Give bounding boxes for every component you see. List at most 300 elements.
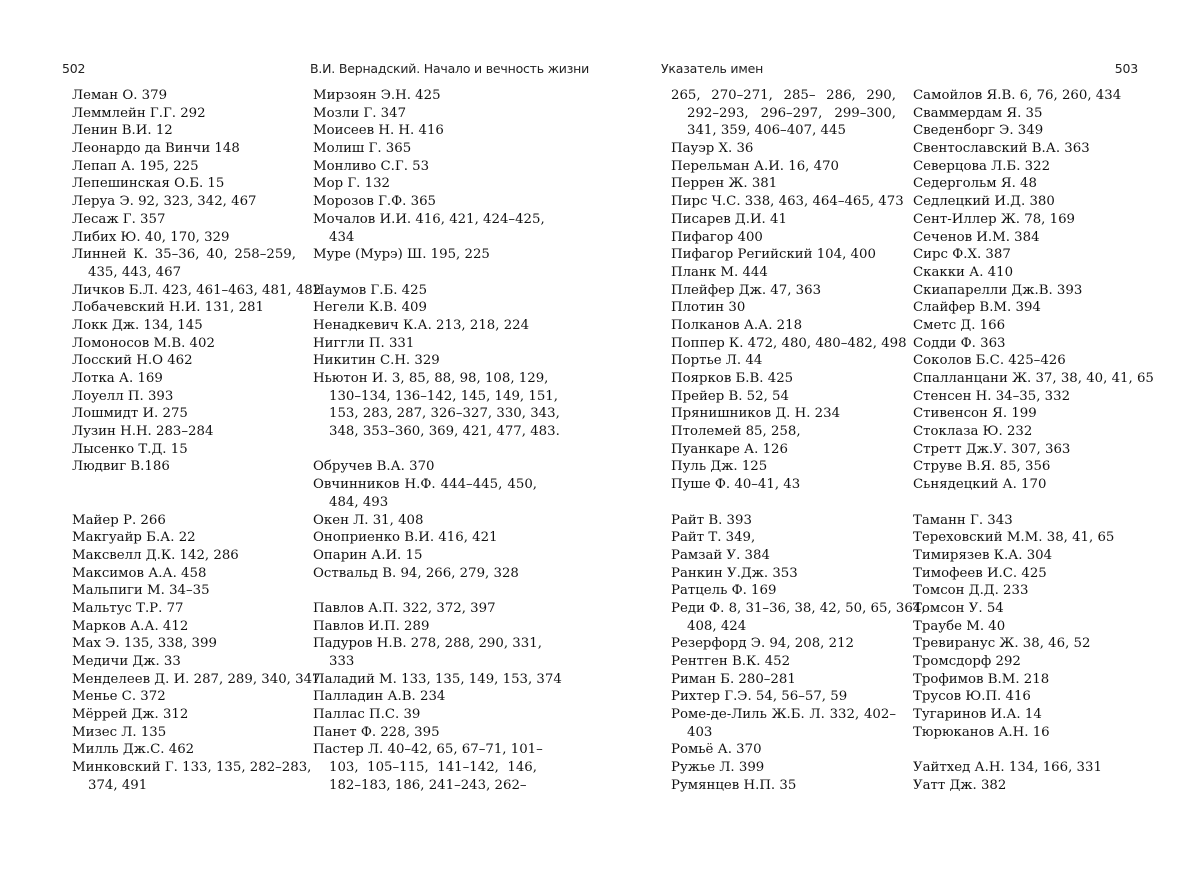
- index-entry-line: Риман Б. 280–281: [671, 671, 796, 687]
- index-entry-continuation: 292–293, 296–297, 299–300,: [687, 105, 896, 121]
- index-entry: [72, 140, 296, 158]
- index-entry-line: Медичи Дж. 33: [72, 654, 181, 669]
- index-entry: [671, 140, 896, 158]
- index-entry-line: Обручев В.А. 370: [313, 459, 435, 475]
- letter-group-spacer: [313, 582, 537, 600]
- index-entry-line: Уайтхед А.Н. 134, 166, 331: [913, 760, 1102, 776]
- index-entry-line: Лузин Н.Н. 283–284: [72, 424, 214, 440]
- index-column-right-2: [913, 87, 1154, 795]
- letter-group-spacer: [72, 476, 296, 494]
- index-entry: [313, 246, 537, 264]
- index-entry-line: Томсон У. 54: [913, 600, 1004, 616]
- index-entry-continuation: 103, 105–115, 141–142, 146,: [329, 760, 537, 776]
- index-entry: [72, 405, 296, 423]
- index-entry: [72, 299, 296, 317]
- index-entry: [671, 405, 896, 423]
- index-entry: [313, 105, 537, 123]
- index-entry: [313, 175, 537, 193]
- index-entry: [72, 193, 296, 211]
- index-entry: [72, 688, 296, 706]
- index-entry-line: Стретт Дж.У. 307, 363: [913, 441, 1071, 457]
- index-entry-line: Райт В. 393: [671, 512, 752, 528]
- index-entry: [913, 547, 1138, 565]
- index-entry-line: Паладий М. 133, 135, 149, 153, 374: [313, 671, 562, 687]
- index-entry-line: Пуше Ф. 40–41, 43: [671, 477, 801, 493]
- index-entry-line: Пастер Л. 40–42, 65, 67–71, 101–: [313, 742, 543, 758]
- index-entry: [72, 122, 296, 140]
- index-entry-line: Опарин А.И. 15: [313, 547, 423, 563]
- index-entry-line: Румянцев Н.П. 35: [671, 777, 797, 793]
- index-entry: [313, 87, 537, 105]
- index-entry-line: Лесаж Г. 357: [72, 211, 166, 227]
- index-entry-line: Лотка А. 169: [72, 371, 163, 386]
- index-entry: [313, 193, 537, 211]
- index-entry: [671, 777, 896, 795]
- index-entry-line: Портье Л. 44: [671, 353, 763, 369]
- index-entry: [671, 299, 896, 317]
- index-entry-line: Таманн Г. 343: [913, 512, 1013, 528]
- index-entry: [671, 653, 896, 671]
- index-entry: [913, 653, 1138, 671]
- index-entry: [913, 122, 1138, 140]
- index-entry-line: Сьнядецкий А. 170: [913, 477, 1047, 493]
- index-entry-line: Павлов А.П. 322, 372, 397: [313, 600, 496, 616]
- index-entry: [913, 352, 1138, 370]
- index-entry-line: Соколов Б.С. 425–426: [913, 353, 1066, 369]
- index-entry: [313, 335, 537, 353]
- index-entry-line: Ломоносов М.В. 402: [72, 335, 215, 351]
- index-entry: [913, 671, 1138, 689]
- index-entry: [313, 122, 537, 140]
- index-entry-line: Паллас П.С. 39: [313, 707, 421, 723]
- index-entry-line: Лобачевский Н.И. 131, 281: [72, 300, 264, 316]
- index-entry: [671, 158, 896, 176]
- index-entry: [913, 193, 1138, 211]
- index-entry-line: Тугаринов И.А. 14: [913, 707, 1042, 723]
- index-entry-line: Сент-Иллер Ж. 78, 169: [913, 211, 1075, 227]
- index-entry: [913, 600, 1138, 618]
- index-entry: [72, 388, 296, 406]
- index-entry-line: Спалланцани Ж. 37, 38, 40, 41, 65: [913, 371, 1154, 386]
- index-entry-line: Седергольм Я. 48: [913, 176, 1037, 192]
- index-entry: [313, 158, 537, 176]
- index-entry-line: Менье С. 372: [72, 689, 166, 705]
- index-entry-line: Мальпиги М. 34–35: [72, 583, 210, 599]
- index-entry-line: Траубе М. 40: [913, 618, 1006, 634]
- index-entry: [671, 317, 896, 335]
- index-entry-line: Мёррей Дж. 312: [72, 707, 189, 723]
- index-entry-line: Лепап А. 195, 225: [72, 158, 199, 174]
- index-entry-line: Пуанкаре А. 126: [671, 441, 788, 457]
- index-entry: [72, 600, 296, 618]
- index-entry-line: Лоуелл П. 393: [72, 388, 174, 404]
- index-entry: [671, 211, 896, 229]
- index-entry: [313, 600, 537, 618]
- index-entry-line: Либих Ю. 40, 170, 329: [72, 229, 230, 245]
- index-entry-line: Милль Дж.С. 462: [72, 742, 195, 758]
- index-entry-line: Северцова Л.Б. 322: [913, 158, 1051, 174]
- index-entry: [913, 388, 1138, 406]
- index-entry: [913, 370, 1154, 388]
- index-entry: [913, 441, 1138, 459]
- index-entry: [913, 688, 1138, 706]
- index-entry: [72, 582, 296, 600]
- index-entry-line: Локк Дж. 134, 145: [72, 317, 203, 333]
- index-entry: [313, 512, 537, 530]
- index-entry-line: Пифагор 400: [671, 229, 763, 245]
- index-entry: [913, 211, 1138, 229]
- index-entry-line: Рамзай У. 384: [671, 547, 770, 563]
- index-entry: [913, 317, 1138, 335]
- index-entry: [72, 547, 296, 565]
- index-entry: [72, 105, 296, 123]
- index-entry-line: Макгуайр Б.А. 22: [72, 530, 196, 546]
- index-entry: [671, 87, 896, 140]
- index-entry-line: Ружье Л. 399: [671, 760, 765, 776]
- index-entry: [72, 618, 296, 636]
- index-entry: [313, 282, 537, 300]
- right-running-head: Указатель имен: [661, 61, 764, 76]
- index-entry-line: Реди Ф. 8, 31–36, 38, 42, 50, 65, 364,: [671, 600, 926, 616]
- index-entry: [671, 370, 896, 388]
- index-entry-line: Тимирязев К.А. 304: [913, 547, 1053, 563]
- index-entry: [671, 635, 896, 653]
- index-entry-line: Пифагор Регийский 104, 400: [671, 247, 876, 263]
- index-entry: [72, 352, 296, 370]
- index-entry-line: Слайфер В.М. 394: [913, 300, 1041, 316]
- index-entry-line: Мочалов И.И. 416, 421, 424–425,: [313, 211, 545, 227]
- index-entry-line: Скиапарелли Дж.В. 393: [913, 282, 1083, 298]
- index-entry: [671, 600, 926, 635]
- letter-group-spacer: [72, 494, 296, 512]
- index-entry: [913, 175, 1138, 193]
- index-entry: [671, 246, 896, 264]
- index-entry-line: Майер Р. 266: [72, 512, 166, 528]
- index-entry-line: Морозов Г.Ф. 365: [313, 194, 437, 210]
- index-entry: [313, 458, 537, 476]
- index-entry: [72, 158, 296, 176]
- index-entry-line: Ленин В.И. 12: [72, 123, 173, 139]
- index-entry-line: Максимов А.А. 458: [72, 565, 207, 581]
- index-entry: [313, 741, 543, 794]
- index-entry: [72, 724, 296, 742]
- index-entry: [671, 441, 896, 459]
- index-entry-line: Оствальд В. 94, 266, 279, 328: [313, 565, 519, 581]
- index-entry: [72, 529, 296, 547]
- index-entry: [913, 777, 1138, 795]
- index-entry-line: Рентген В.К. 452: [671, 654, 791, 669]
- index-entry: [671, 706, 896, 741]
- index-entry-line: Птолемей 85, 258,: [671, 424, 801, 440]
- index-entry-continuation: 374, 491: [88, 777, 148, 793]
- index-entry: [671, 565, 896, 583]
- index-entry-line: Панет Ф. 228, 395: [313, 724, 440, 740]
- index-entry-line: Тревиранус Ж. 38, 46, 52: [913, 636, 1091, 652]
- index-entry-continuation: 484, 493: [329, 494, 389, 510]
- index-entry-line: Резерфорд Э. 94, 208, 212: [671, 636, 855, 652]
- index-entry: [913, 158, 1138, 176]
- index-entry-line: Мах Э. 135, 338, 399: [72, 636, 217, 652]
- index-entry-line: Ньютон И. 3, 85, 88, 98, 108, 129,: [313, 371, 549, 386]
- index-entry: [313, 688, 537, 706]
- index-entry: [913, 299, 1138, 317]
- index-entry-line: Негели К.В. 409: [313, 300, 427, 316]
- index-entry-line: Сваммердам Я. 35: [913, 105, 1043, 121]
- index-entry-line: Никитин С.Н. 329: [313, 353, 440, 369]
- index-entry-line: Роме-де-Лиль Ж.Б. Л. 332, 402–: [671, 707, 896, 723]
- index-entry: [671, 671, 896, 689]
- index-entry: [913, 476, 1138, 494]
- index-entry: [671, 476, 896, 494]
- index-entry: [313, 529, 537, 547]
- index-entry: [72, 441, 296, 459]
- index-entry-line: Сеченов И.М. 384: [913, 229, 1040, 245]
- index-entry: [671, 229, 896, 247]
- index-entry-line: Прянишников Д. Н. 234: [671, 406, 841, 422]
- index-entry-line: Райт Т. 349,: [671, 530, 756, 546]
- index-entry-continuation: 348, 353–360, 369, 421, 477, 483.: [329, 424, 560, 440]
- index-entry-line: Ниггли П. 331: [313, 335, 415, 351]
- index-entry-line: Стоклаза Ю. 232: [913, 424, 1033, 440]
- index-entry: [72, 706, 296, 724]
- index-entry-continuation: 403: [687, 724, 713, 740]
- index-entry: [313, 671, 562, 689]
- index-entry: [913, 618, 1138, 636]
- index-entry-line: Лошмидт И. 275: [72, 406, 188, 422]
- index-entry-line: Линней К. 35–36, 40, 258–259,: [72, 247, 296, 263]
- index-entry-line: Свентославский В.А. 363: [913, 141, 1090, 157]
- index-entry-line: Планк М. 444: [671, 264, 768, 280]
- index-entry-line: Пуль Дж. 125: [671, 459, 768, 475]
- index-entry-continuation: 341, 359, 406–407, 445: [687, 123, 846, 139]
- index-entry-line: Мизес Л. 135: [72, 724, 167, 740]
- index-entry-line: Падуров Н.В. 278, 288, 290, 331,: [313, 636, 542, 652]
- index-entry-line: Плотин 30: [671, 300, 746, 316]
- index-entry: [913, 565, 1138, 583]
- letter-group-spacer: [913, 494, 1138, 512]
- index-entry-line: Сметс Д. 166: [913, 317, 1006, 333]
- index-column-left-1: [72, 87, 322, 795]
- index-entry: [313, 706, 537, 724]
- index-entry: [671, 529, 896, 547]
- index-entry-line: Молиш Г. 365: [313, 141, 412, 157]
- index-entry: [313, 211, 545, 246]
- index-entry-line: Мозли Г. 347: [313, 105, 407, 121]
- index-entry: [313, 618, 537, 636]
- index-entry: [72, 246, 296, 281]
- index-entry: [913, 582, 1138, 600]
- index-entry: [72, 565, 296, 583]
- index-entry-line: Лосский Н.О 462: [72, 353, 193, 369]
- index-entry-line: Палладин А.В. 234: [313, 689, 446, 705]
- index-entry: [313, 565, 537, 583]
- index-entry: [313, 140, 537, 158]
- index-entry: [671, 388, 896, 406]
- index-entry: [72, 175, 296, 193]
- index-entry: [913, 529, 1138, 547]
- index-entry: [671, 458, 896, 476]
- index-entry-continuation: 434: [329, 229, 355, 245]
- index-entry-line: Тромсдорф 292: [913, 654, 1021, 669]
- letter-group-spacer: [313, 441, 537, 459]
- index-entry-line: Минковский Г. 133, 135, 282–283,: [72, 760, 312, 776]
- index-entry: [72, 635, 296, 653]
- index-entry: [72, 423, 296, 441]
- index-entry-line: Тимофеев И.С. 425: [913, 565, 1047, 581]
- index-entry-line: Поярков Б.В. 425: [671, 371, 794, 386]
- index-entry-line: Монливо С.Г. 53: [313, 158, 430, 174]
- index-entry: [72, 458, 296, 476]
- index-entry-line: Уатт Дж. 382: [913, 777, 1007, 793]
- letter-group-spacer: [913, 741, 1138, 759]
- index-entry: [913, 335, 1138, 353]
- index-entry-line: Томсон Д.Д. 233: [913, 583, 1029, 599]
- index-entry: [72, 671, 321, 689]
- index-entry: [913, 512, 1138, 530]
- index-entry: [671, 547, 896, 565]
- index-entry-line: 265, 270–271, 285– 286, 290,: [671, 88, 896, 103]
- index-entry-line: Сведенборг Э. 349: [913, 123, 1044, 139]
- index-entry-line: Менделеев Д. И. 287, 289, 340, 347: [72, 671, 321, 687]
- index-entry: [913, 405, 1138, 423]
- index-entry: [72, 211, 296, 229]
- index-entry-line: Плейфер Дж. 47, 363: [671, 282, 822, 298]
- index-entry-continuation: 153, 283, 287, 326–327, 330, 343,: [329, 406, 560, 422]
- index-entry-line: Овчинников Н.Ф. 444–445, 450,: [313, 477, 537, 493]
- index-entry: [671, 759, 896, 777]
- index-entry: [72, 512, 296, 530]
- index-entry: [671, 175, 896, 193]
- index-entry-line: Тереховский М.М. 38, 41, 65: [913, 530, 1115, 546]
- index-entry-line: Максвелл Д.К. 142, 286: [72, 547, 239, 563]
- index-entry: [913, 140, 1138, 158]
- index-entry-line: Рихтер Г.Э. 54, 56–57, 59: [671, 689, 848, 705]
- index-entry-line: Наумов Г.Б. 425: [313, 282, 428, 298]
- index-column-left-2: [313, 87, 562, 795]
- left-running-head: В.И. Вернадский. Начало и вечность жизни: [310, 61, 590, 76]
- index-entry-line: Леммлейн Г.Г. 292: [72, 105, 206, 121]
- index-entry: [313, 299, 537, 317]
- index-entry-line: Пирс Ч.С. 338, 463, 464–465, 473: [671, 194, 904, 210]
- index-entry-line: Стивенсон Я. 199: [913, 406, 1037, 422]
- index-entry-line: Марков А.А. 412: [72, 618, 189, 634]
- index-entry: [913, 105, 1138, 123]
- index-entry: [72, 229, 296, 247]
- index-entry: [72, 282, 322, 300]
- index-entry: [313, 370, 560, 441]
- index-entry: [913, 759, 1138, 777]
- index-entry-line: Седлецкий И.Д. 380: [913, 194, 1055, 210]
- index-entry: [913, 246, 1138, 264]
- index-entry-line: Поппер К. 472, 480, 480–482, 498: [671, 335, 907, 351]
- index-entry-line: Ромьё А. 370: [671, 742, 762, 758]
- index-entry: [72, 370, 296, 388]
- index-entry: [313, 317, 537, 335]
- index-entry-line: Леман О. 379: [72, 88, 168, 103]
- index-entry-line: Людвиг В.186: [72, 459, 170, 475]
- index-entry-continuation: 182–183, 186, 241–243, 262–: [329, 777, 527, 793]
- index-entry-line: Мор Г. 132: [313, 176, 390, 192]
- index-entry: [671, 352, 896, 370]
- index-entry-line: Леонардо да Винчи 148: [72, 141, 240, 157]
- index-entry-line: Оноприенко В.И. 416, 421: [313, 530, 498, 546]
- index-entry: [72, 741, 296, 759]
- right-page-number: 503: [1114, 61, 1138, 76]
- index-entry: [671, 335, 907, 353]
- letter-group-spacer: [671, 494, 896, 512]
- index-entry-line: Перрен Ж. 381: [671, 176, 778, 192]
- index-entry-line: Трусов Ю.П. 416: [913, 689, 1031, 705]
- index-entry: [313, 724, 537, 742]
- index-entry: [913, 423, 1138, 441]
- index-entry: [671, 582, 896, 600]
- index-entry: [671, 741, 896, 759]
- index-entry-line: Самойлов Я.В. 6, 76, 260, 434: [913, 88, 1122, 103]
- index-entry: [72, 653, 296, 671]
- index-entry-line: Перельман А.И. 16, 470: [671, 158, 839, 174]
- index-entry-line: Муре (Мурэ) Ш. 195, 225: [313, 247, 490, 263]
- index-entry: [913, 87, 1138, 105]
- index-entry-line: Мальтус Т.Р. 77: [72, 600, 184, 616]
- index-entry-line: Прейер В. 52, 54: [671, 388, 789, 404]
- index-entry: [72, 759, 312, 794]
- index-entry-line: Содди Ф. 363: [913, 335, 1006, 351]
- index-entry: [671, 512, 896, 530]
- index-entry-line: Струве В.Я. 85, 356: [913, 459, 1051, 475]
- index-entry-continuation: 408, 424: [687, 618, 747, 634]
- index-entry: [913, 706, 1138, 724]
- index-entry-line: Лепешинская О.Б. 15: [72, 176, 225, 192]
- index-entry-line: Личков Б.Л. 423, 461–463, 481, 482: [72, 282, 322, 298]
- index-entry: [671, 688, 896, 706]
- index-entry: [671, 282, 896, 300]
- index-entry: [313, 476, 537, 511]
- index-column-right-1: [671, 87, 926, 795]
- index-entry-line: Лысенко Т.Д. 15: [72, 441, 188, 457]
- index-entry-line: Мирзоян Э.Н. 425: [313, 88, 441, 103]
- index-entry: [671, 423, 896, 441]
- index-entry-line: Сирс Ф.Х. 387: [913, 247, 1011, 263]
- index-entry-line: Тюрюканов А.Н. 16: [913, 724, 1050, 740]
- index-entry-line: Писарев Д.И. 41: [671, 211, 787, 227]
- index-entry-line: Скакки А. 410: [913, 264, 1014, 280]
- index-entry: [313, 547, 537, 565]
- index-entry-line: Ратцель Ф. 169: [671, 583, 777, 599]
- index-entry-line: Трофимов В.М. 218: [913, 671, 1050, 687]
- index-entry: [671, 193, 904, 211]
- index-entry: [913, 458, 1138, 476]
- index-entry-line: Стенсен Н. 34–35, 332: [913, 388, 1071, 404]
- index-entry-continuation: 333: [329, 654, 355, 669]
- index-entry-line: Леруа Э. 92, 323, 342, 467: [72, 194, 257, 210]
- index-entry: [72, 317, 296, 335]
- index-entry-line: Ненадкевич К.А. 213, 218, 224: [313, 317, 530, 333]
- left-page-number: 502: [62, 61, 86, 76]
- letter-group-spacer: [313, 264, 537, 282]
- index-entry-line: Полканов А.А. 218: [671, 317, 803, 333]
- index-entry: [913, 282, 1138, 300]
- index-entry: [913, 724, 1138, 742]
- index-entry: [913, 635, 1138, 653]
- index-entry-continuation: 130–134, 136–142, 145, 149, 151,: [329, 388, 558, 404]
- index-entry: [671, 264, 896, 282]
- index-entry: [313, 635, 542, 670]
- index-entry-continuation: 435, 443, 467: [88, 264, 182, 280]
- index-entry-line: Павлов И.П. 289: [313, 618, 430, 634]
- index-entry-line: Пауэр Х. 36: [671, 141, 754, 157]
- index-entry-line: Ранкин У.Дж. 353: [671, 565, 798, 581]
- index-entry: [913, 264, 1138, 282]
